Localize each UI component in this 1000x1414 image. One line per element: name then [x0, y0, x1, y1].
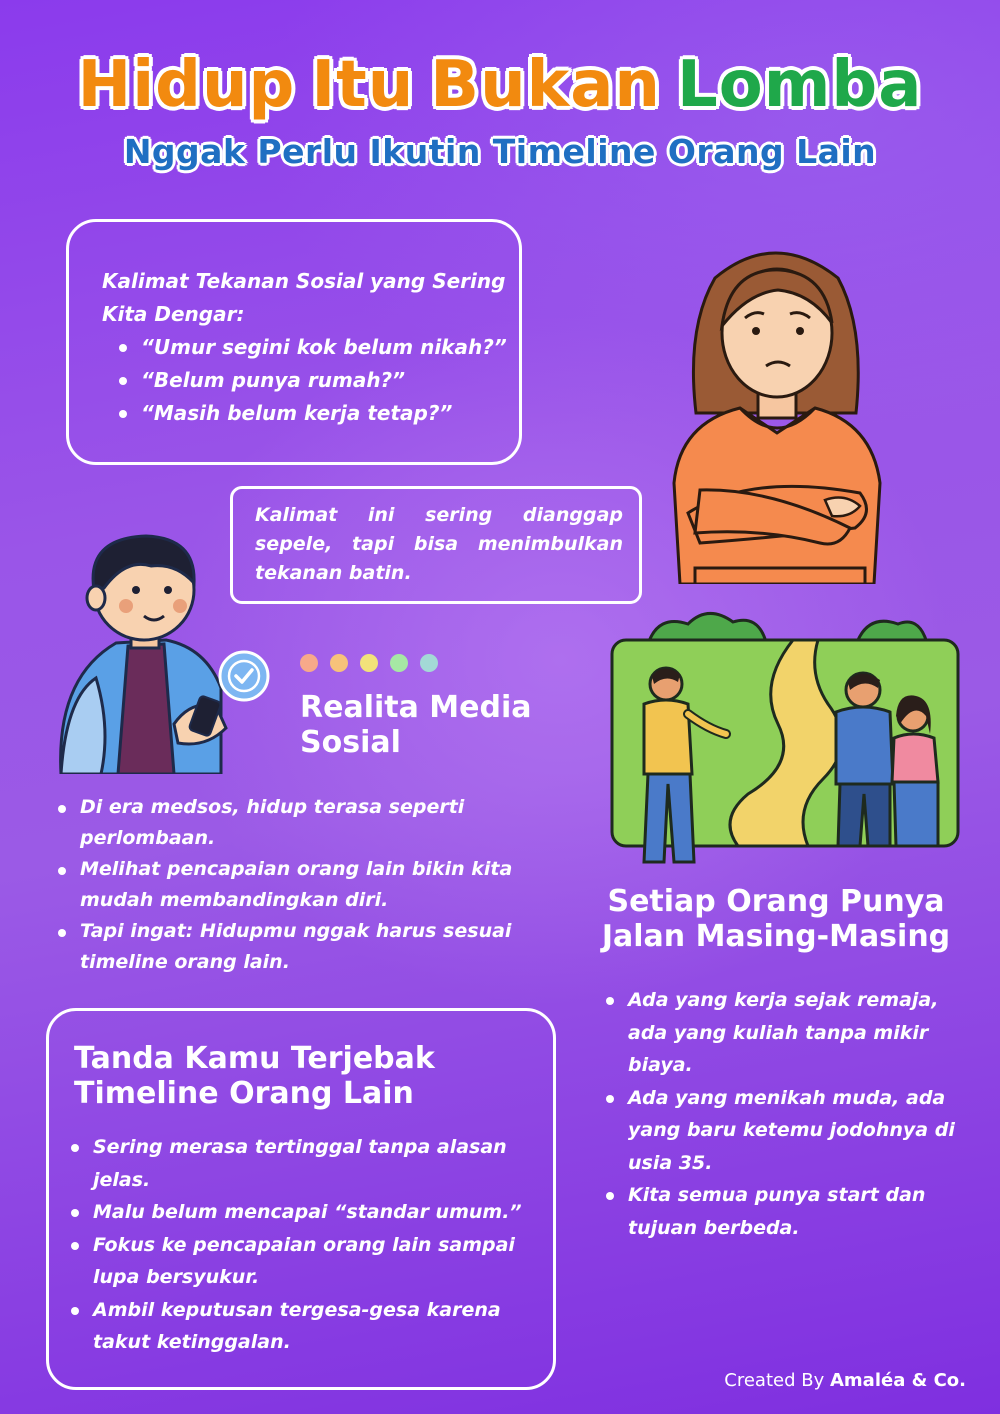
page-title [0, 48, 1000, 122]
note-text: Kalimat ini sering dianggap sepele, tapi bisa menimbulkan tekanan batin. [255, 504, 623, 584]
title-word-3: Bukan [430, 48, 661, 122]
title-word-1: Hidup [77, 48, 296, 122]
signs-list [67, 1131, 537, 1359]
paths-list [602, 984, 972, 1244]
decorative-dots [300, 654, 438, 672]
title-word-4: Lomba [676, 48, 923, 122]
check-bubble-icon [216, 648, 272, 704]
signs-box [46, 1008, 556, 1390]
title-word-2: Itu [311, 48, 415, 122]
footer-credit [724, 1370, 966, 1391]
footer-brand: Amaléa & Co. [829, 1370, 966, 1391]
page-subtitle-row [0, 132, 1000, 171]
page-subtitle: Nggak Perlu Ikutin Timeline Orang Lain [123, 132, 877, 171]
pressure-item: “Umur segini kok belum nikah?” [115, 331, 515, 364]
pressure-list [115, 331, 515, 430]
social-media-item: Di era medsos, hidup terasa seperti perlombaan. [54, 792, 524, 854]
pressure-item: “Masih belum kerja tetap?” [115, 397, 515, 430]
paths-item: Ada yang menikah muda, ada yang baru ketemu jodohnya di usia 35. [602, 1082, 972, 1180]
signs-heading: Tanda Kamu Terjebak Timeline Orang Lain [74, 1041, 435, 1111]
signs-item: Sering merasa tertinggal tanpa alasan jelas. [67, 1131, 537, 1196]
note-box [230, 486, 642, 604]
dot [420, 654, 438, 672]
dot [300, 654, 318, 672]
signs-item: Ambil keputusan tergesa-gesa karena takut ketinggalan. [67, 1294, 537, 1359]
social-media-item: Tapi ingat: Hidupmu nggak harus sesuai timeline orang lain. [54, 916, 524, 978]
social-media-heading: Realita Media Sosial [300, 690, 532, 760]
paths-heading: Setiap Orang Punya Jalan Masing-Masing [601, 884, 951, 954]
social-media-item: Melihat pencapaian orang lain bikin kita mudah membandingkan diri. [54, 854, 524, 916]
pressure-intro: Kalimat Tekanan Sosial yang Sering Kita Dengar: [102, 269, 506, 326]
paths-item: Ada yang kerja sejak remaja, ada yang kuliah tanpa mikir biaya. [602, 984, 972, 1082]
diverging-paths-illustration [608, 604, 962, 876]
social-media-list [54, 792, 524, 978]
pressure-box [66, 219, 522, 465]
dot [390, 654, 408, 672]
pressure-item: “Belum punya rumah?” [115, 364, 515, 397]
dot [330, 654, 348, 672]
worried-woman-illustration [660, 238, 890, 584]
dot [360, 654, 378, 672]
footer-prefix: Created By [724, 1370, 825, 1391]
paths-item: Kita semua punya start dan tujuan berbeda. [602, 1179, 972, 1244]
signs-item: Malu belum mencapai “standar umum.” [67, 1196, 537, 1229]
signs-item: Fokus ke pencapaian orang lain sampai lupa bersyukur. [67, 1229, 537, 1294]
